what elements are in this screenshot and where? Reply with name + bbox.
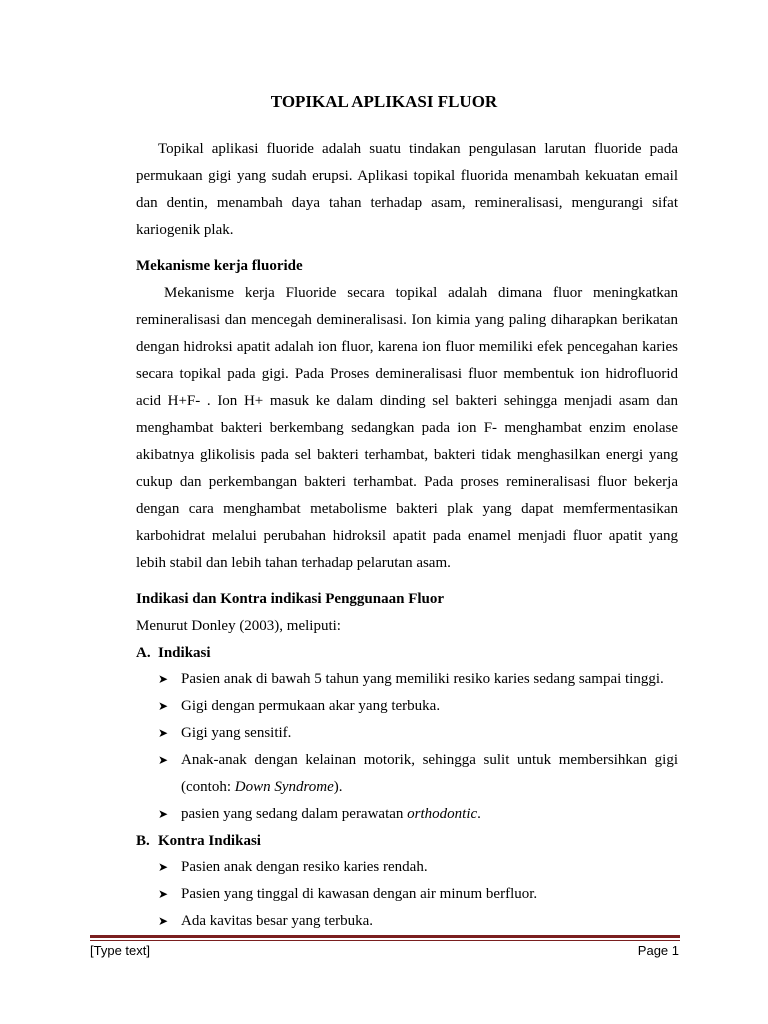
list-item-text: Pasien yang tinggal di kawasan dengan air minum berfluor.	[181, 886, 538, 902]
list-item-text	[181, 747, 678, 801]
list-item-text: Pasien anak dengan resiko karies rendah.	[181, 859, 428, 875]
list-item	[158, 801, 678, 828]
arrowhead-bullet-icon: ➤	[158, 726, 169, 740]
page-title: TOPIKAL APLIKASI FLUOR	[270, 92, 498, 111]
subsection-heading-indikasi	[136, 645, 211, 662]
intro-paragraph: Topikal aplikasi fluoride adalah suatu tindakan pengulasan larutan fluoride pada permukaan gigi yang sudah erupsi. Aplikasi topikal fluorida menambah kekuatan email dan dentin, menambah daya tahan terhadap asam, remineralisasi, mengurangi sifat kariogenik plak.	[136, 141, 678, 238]
arrowhead-bullet-icon: ➤	[158, 914, 169, 928]
list-item	[158, 908, 678, 935]
list-item	[158, 854, 678, 881]
footer-rule-thick	[90, 935, 680, 938]
arrowhead-bullet-icon: ➤	[158, 807, 169, 821]
list-item	[158, 720, 678, 747]
arrowhead-bullet-icon: ➤	[158, 672, 169, 686]
list-item	[158, 666, 678, 693]
list-item-text-part: .	[477, 806, 481, 822]
list-item-text-part: pasien yang sedang dalam perawatan	[181, 806, 408, 822]
arrowhead-bullet-icon: ➤	[158, 860, 169, 874]
list-item	[158, 747, 678, 801]
list-item-text-part: Anak-anak dengan kelainan motorik, sehingga sulit untuk membersihkan gigi (contoh:	[181, 752, 678, 795]
list-item-text	[181, 801, 678, 828]
list-item-text-part: ).	[333, 779, 343, 795]
list-item-emphasis: orthodontic	[407, 806, 478, 822]
mekanisme-paragraph: Mekanisme kerja Fluoride secara topikal adalah dimana fluor meningkatkan remineralisasi dan mencegah demineralisasi. Ion kimia yang paling diharapkan berikatan dengan hidroksi apatit adalah ion fluor, karena ion fluor memiliki efek pencegahan karies secara topikal pada gigi. Pada Proses demineralisasi fluor membentuk ion hidrofluorid acid H+F- . Ion H+ masuk ke dalam dinding sel bakteri sehingga menjadi asam dan menghambat bakteri berkembang sedangkan pada ion F- menghambat enzim enolase akibatnya glikolisis pada sel bakteri terhambat, bakteri tidak menghasilkan energi yang cukup dan perkembangan bakteri terhambat. Pada proses remineralisasi fluor bekerja dengan cara menghambat metabolisme bakteri plak yang dapat memfermentasikan karbohidrat melalui perubahan hidroksil apatit pada enamel menjadi fluor apatit yang lebih stabil dan lebih tahan terhadap pelarutan asam.	[136, 285, 678, 571]
list-letter: B.	[136, 833, 150, 849]
list-item	[158, 693, 678, 720]
footer-left-text: [Type text]	[90, 943, 150, 958]
list-item	[158, 881, 678, 908]
footer-page-number: Page 1	[637, 943, 679, 958]
section-heading-indikasi: Indikasi dan Kontra indikasi Penggunaan Fluor	[136, 591, 445, 607]
footer-rule-thin	[90, 940, 680, 941]
subsection-heading-kontra-indikasi	[136, 833, 261, 850]
list-letter: A.	[136, 645, 151, 661]
list-item-text: Pasien anak di bawah 5 tahun yang memiliki resiko karies sedang sampai tinggi.	[181, 671, 664, 687]
arrowhead-bullet-icon: ➤	[158, 699, 169, 713]
arrowhead-bullet-icon: ➤	[158, 887, 169, 901]
list-item-text: Ada kavitas besar yang terbuka.	[181, 913, 374, 929]
subsection-label: Kontra Indikasi	[158, 833, 261, 849]
list-item-text: Gigi dengan permukaan akar yang terbuka.	[181, 698, 441, 714]
list-item-emphasis: Down Syndrome	[234, 779, 334, 795]
section-heading-mekanisme: Mekanisme kerja fluoride	[136, 258, 303, 274]
source-citation: Menurut Donley (2003), meliputi:	[136, 618, 341, 634]
list-item-text: Gigi yang sensitif.	[181, 725, 292, 741]
arrowhead-bullet-icon: ➤	[158, 753, 169, 767]
subsection-label: Indikasi	[158, 645, 211, 661]
